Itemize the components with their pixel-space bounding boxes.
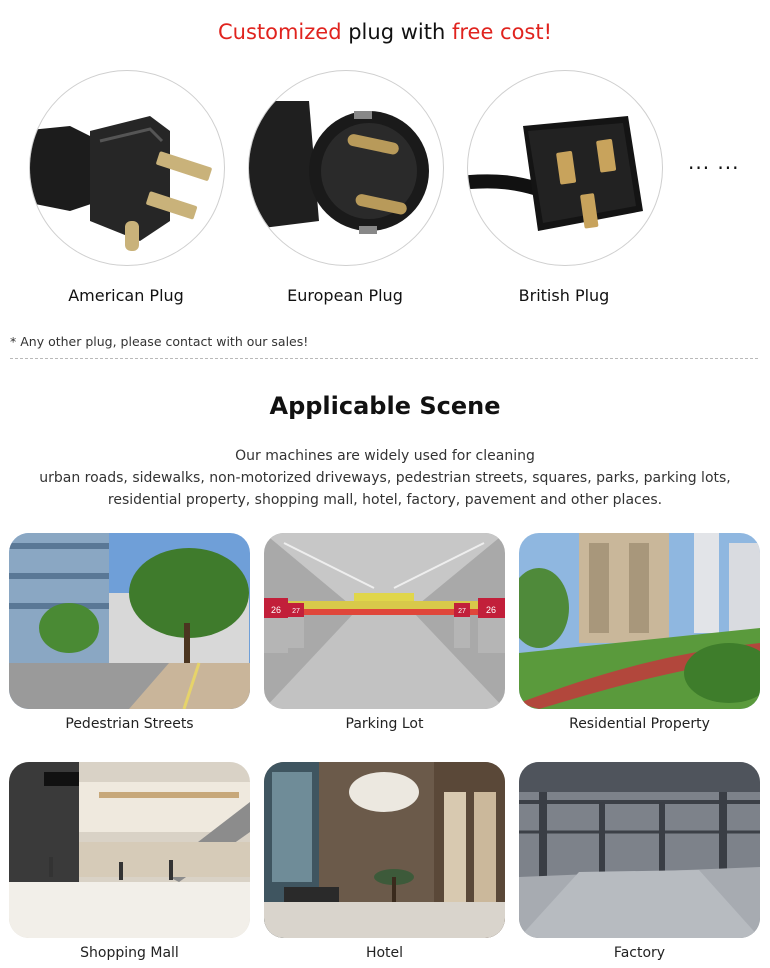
- scene-description-line-1: Our machines are widely used for cleaning: [235, 448, 535, 464]
- shopping-mall-image: [9, 762, 250, 938]
- contact-sales-note: * Any other plug, please contact with our sales!: [10, 334, 309, 349]
- parking-number-3: 27: [458, 608, 466, 615]
- section-divider: [10, 358, 758, 359]
- hotel-label: Hotel: [365, 945, 404, 961]
- british-plug-image: [467, 70, 663, 266]
- parking-lot-image: [264, 533, 505, 709]
- scene-section-title: Applicable Scene: [269, 392, 501, 420]
- parking-number-2: 27: [292, 608, 300, 615]
- title-plug-with: plug with: [348, 20, 446, 44]
- title-free-cost: free cost!: [451, 20, 553, 44]
- european-plug-icon: [249, 71, 443, 265]
- parking-number-1: 26: [270, 605, 282, 615]
- british-plug-icon: [468, 71, 662, 265]
- scene-description-line-3: residential property, shopping mall, hotel, factory, pavement and other places.: [107, 492, 663, 508]
- more-plugs-ellipsis: ... ...: [688, 150, 740, 174]
- european-plug-image: [248, 70, 444, 266]
- pedestrian-streets-label: Pedestrian Streets: [65, 716, 194, 732]
- residential-property-image: [519, 533, 760, 709]
- parking-lot-label: Parking Lot: [345, 716, 424, 732]
- factory-image: [519, 762, 760, 938]
- american-plug-label: American Plug: [68, 286, 184, 305]
- pedestrian-streets-image: [9, 533, 250, 709]
- american-plug-icon: [30, 71, 224, 265]
- american-plug-image: [29, 70, 225, 266]
- european-plug-label: European Plug: [287, 286, 403, 305]
- plug-section-title: [0, 20, 770, 44]
- hotel-image: [264, 762, 505, 938]
- title-customized: Customized: [217, 20, 342, 44]
- factory-label: Factory: [613, 945, 666, 961]
- residential-property-label: Residential Property: [569, 716, 710, 732]
- shopping-mall-label: Shopping Mall: [80, 945, 179, 961]
- scene-description-line-2: urban roads, sidewalks, non-motorized driveways, pedestrian streets, squares, parks, parking lots,: [39, 470, 731, 486]
- parking-number-4: 26: [485, 605, 497, 615]
- british-plug-label: British Plug: [518, 286, 610, 305]
